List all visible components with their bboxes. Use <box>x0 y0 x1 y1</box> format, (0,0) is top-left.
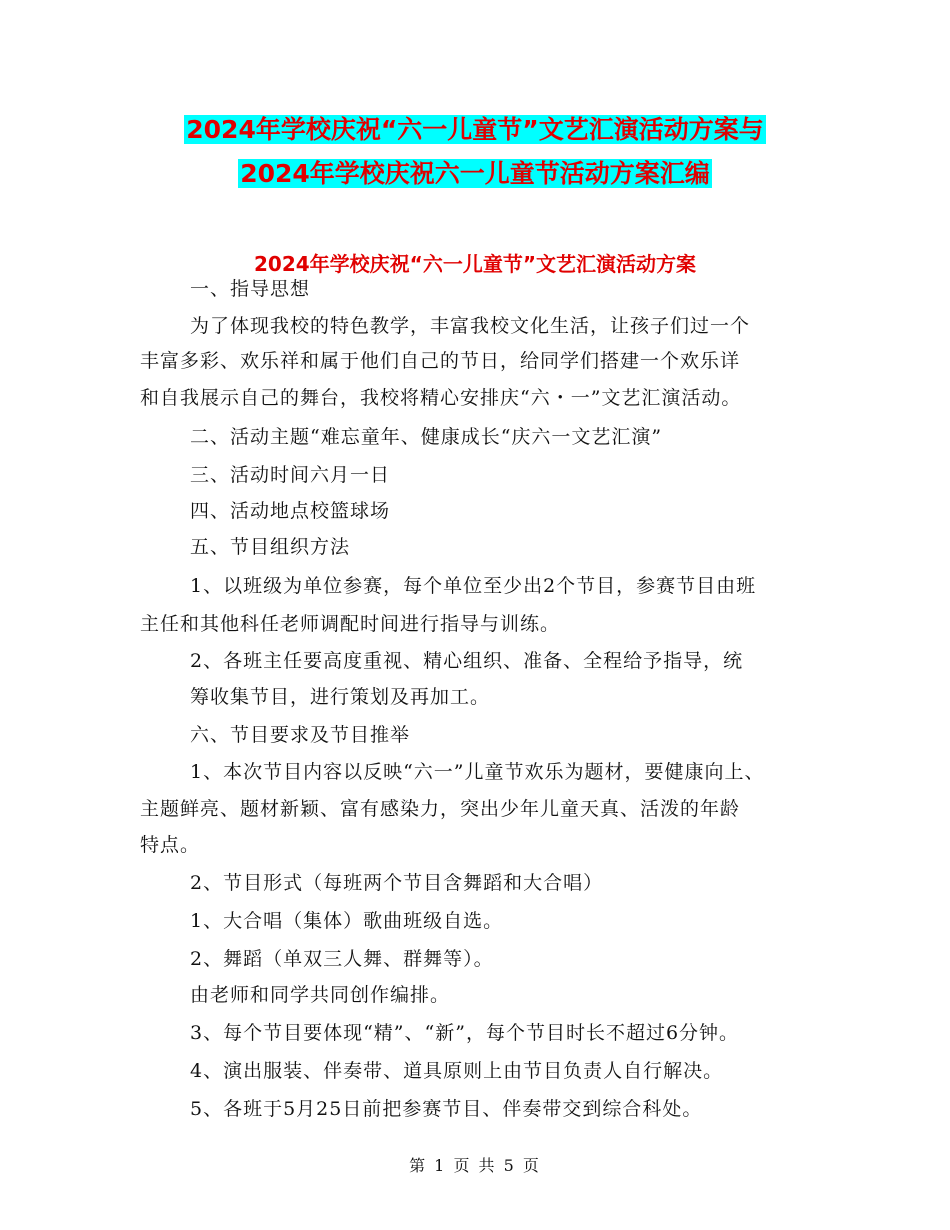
paragraph-line: 六、节目要求及节目推举 <box>190 724 411 746</box>
paragraph-line: 4、演出服装、伴奏带、道具原则上由节目负责人自行解决。 <box>190 1060 724 1082</box>
section-heading: 2024年学校庆祝“六一儿童节”文艺汇演活动方案 <box>254 252 696 276</box>
paragraph-line: 主任和其他科任老师调配时间进行指导与训练。 <box>140 613 561 635</box>
paragraph-line: 五、节目组织方法 <box>190 536 351 558</box>
paragraph-line: 1、本次节目内容以反映“六一”儿童节欢乐为题材，要健康向上、 <box>190 761 765 783</box>
paragraph-line: 二、活动主题“难忘童年、健康成长“庆六一文艺汇演” <box>190 426 663 448</box>
paragraph-line: 为了体现我校的特色教学，丰富我校文化生活，让孩子们过一个 <box>190 315 751 337</box>
title-highlight: 2024年学校庆祝“六一儿童节”文艺汇演活动方案与 <box>186 115 764 144</box>
page-footer: 第 1 页 共 5 页 <box>409 1156 541 1175</box>
paragraph-line: 一、指导思想 <box>190 278 311 300</box>
paragraph-line: 四、活动地点校篮球场 <box>190 500 391 522</box>
paragraph-line: 1、大合唱（集体）歌曲班级自选。 <box>190 910 504 932</box>
paragraph-line: 丰富多彩、欢乐祥和属于他们自己的节日，给同学们搭建一个欢乐详 <box>140 350 741 372</box>
paragraph-line: 由老师和同学共同创作编排。 <box>190 984 451 1006</box>
paragraph-line: 2、节目形式（每班两个节目含舞蹈和大合唱） <box>190 872 604 894</box>
paragraph-line: 1、以班级为单位参赛，每个单位至少出2个节目，参赛节目由班 <box>190 575 757 597</box>
paragraph-line: 和自我展示自己的舞台，我校将精心安排庆“六・一”文艺汇演活动。 <box>140 387 742 409</box>
paragraph-line: 2、舞蹈（单双三人舞、群舞等）。 <box>190 948 494 970</box>
paragraph-line: 3、每个节目要体现“精”、“新”，每个节目时长不超过6分钟。 <box>190 1022 740 1044</box>
document-title-line-2 <box>0 156 950 192</box>
paragraph-line: 筹收集节目，进行策划及再加工。 <box>190 686 491 708</box>
title-highlight: 2024年学校庆祝六一儿童节活动方案汇编 <box>240 159 710 188</box>
paragraph-line: 2、各班主任要高度重视、精心组织、准备、全程给予指导，统 <box>190 650 744 672</box>
document-title-line-1 <box>0 112 950 148</box>
paragraph-line: 特点。 <box>140 834 201 856</box>
paragraph-line: 5、各班于5月25日前把参赛节目、伴奏带交到综合科处。 <box>190 1098 703 1120</box>
paragraph-line: 主题鲜亮、题材新颖、富有感染力，突出少年儿童天真、活泼的年龄 <box>140 798 741 820</box>
paragraph-line: 三、活动时间六月一日 <box>190 464 391 486</box>
